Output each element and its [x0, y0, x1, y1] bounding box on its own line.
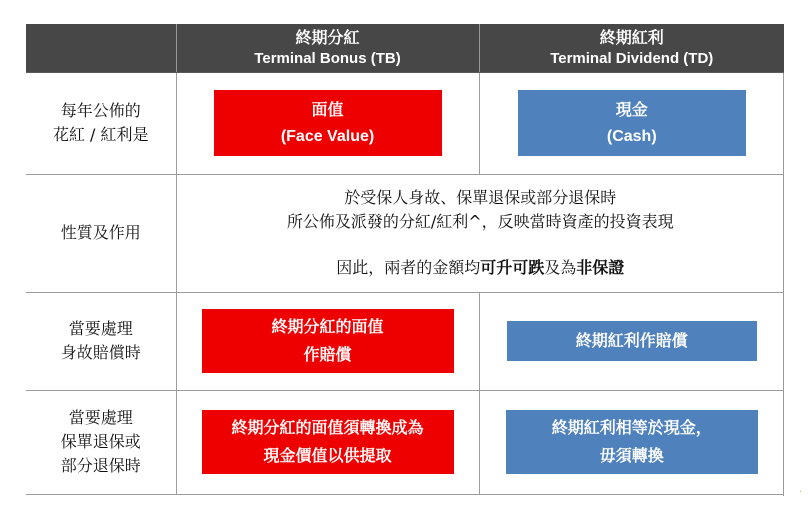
box-text: 現金價值以供提取 [263, 446, 392, 465]
row-label-line: 保單退保或 [60, 432, 141, 451]
row-label-line: 花紅 / 紅利是 [52, 125, 149, 144]
purpose-line-3-pre: 因此，兩者的金額均 [336, 258, 481, 277]
td-cell-surrender [479, 390, 784, 494]
td-cell-death-claim [479, 292, 784, 390]
tb-face-value-box [214, 90, 442, 156]
table-header-row [26, 24, 784, 72]
row-label-surrender [26, 390, 176, 494]
box-text: (Cash) [606, 128, 657, 145]
box-text: (Face Value) [280, 128, 375, 145]
table-row-nature-purpose [26, 174, 784, 292]
purpose-line-2: 所公佈及派發的分紅/紅利^，反映當時資產的投資表現 [286, 212, 674, 231]
box-text: 終期分紅的面值 [271, 317, 384, 336]
header-tb-english: Terminal Bonus (TB) [254, 49, 401, 67]
box-text: 現金 [615, 100, 648, 119]
td-cell-announced [479, 72, 784, 174]
box-text: 終期紅利作賠償 [575, 331, 688, 350]
tb-cell-death-claim [176, 292, 479, 390]
purpose-emphasis-non-guaranteed: 非保證 [576, 258, 625, 277]
header-tb-chinese: 終期分紅 [295, 27, 360, 47]
tb-death-claim-box [202, 309, 454, 373]
table-row-death-claim [26, 292, 784, 390]
purpose-emphasis-fluctuate: 可升可跌 [480, 258, 545, 277]
table-row-surrender [26, 390, 784, 494]
td-death-claim-box [507, 321, 757, 361]
tb-cell-surrender [176, 390, 479, 494]
row-label-line: 當要處理 [68, 408, 133, 427]
td-surrender-box [506, 410, 758, 474]
tb-cell-announced [176, 72, 479, 174]
header-terminal-bonus [176, 24, 479, 72]
corner-watermark-dot: · [798, 487, 802, 498]
td-cash-box [518, 90, 746, 156]
box-text: 作賠償 [303, 345, 352, 364]
row-label-line: 當要處理 [68, 319, 133, 338]
comparison-table-frame [26, 24, 784, 496]
row-label-nature [26, 174, 176, 292]
row-label-line: 部分退保時 [60, 456, 141, 475]
box-text: 面值 [311, 100, 344, 119]
header-td-english: Terminal Dividend (TD) [550, 49, 714, 67]
row-label-line: 每年公佈的 [60, 101, 141, 120]
row-label-line: 性質及作用 [60, 223, 141, 242]
box-text: 終期分紅的面值須轉換成為 [231, 418, 424, 437]
row-label-line: 身故賠償時 [60, 343, 141, 362]
header-terminal-dividend [479, 24, 784, 72]
box-text: 終期紅利相等於現金， [551, 418, 712, 437]
header-td-chinese: 終期紅利 [599, 27, 664, 47]
nature-purpose-description [176, 174, 784, 292]
header-empty-cell [26, 24, 176, 72]
tb-surrender-box [202, 410, 454, 474]
purpose-line-3-mid: 及為 [544, 258, 577, 277]
table-row-announced-value [26, 72, 784, 174]
purpose-line-1: 於受保人身故、保單退保或部分退保時 [344, 188, 617, 207]
row-label-announced [26, 72, 176, 174]
purpose-line-3 [177, 256, 785, 280]
tb-td-comparison-table [26, 24, 784, 495]
row-label-death-claim [26, 292, 176, 390]
box-text: 毋須轉換 [599, 446, 664, 465]
